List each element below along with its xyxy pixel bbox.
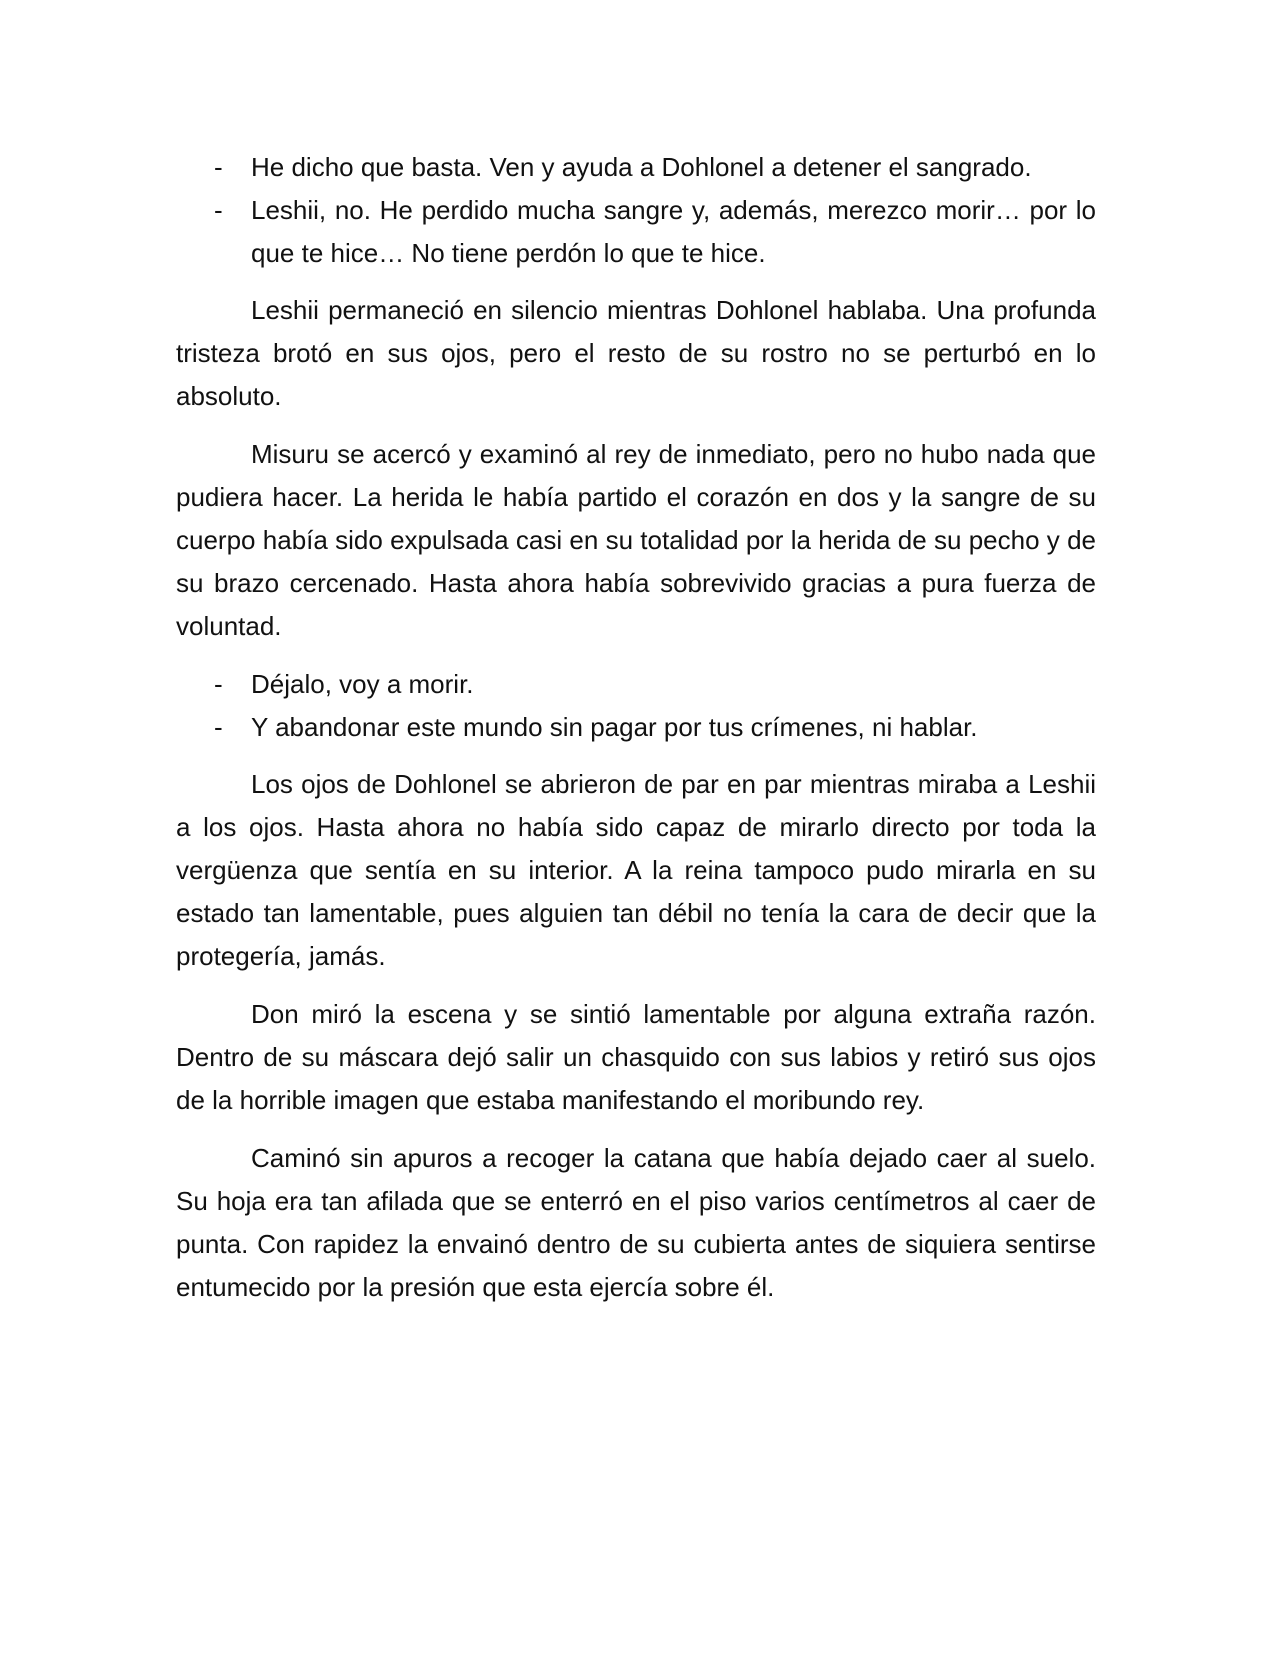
paragraph: Leshii permaneció en silencio mientras Dohlonel hablaba. Una profunda tristeza brotó en sus ojos, pero el resto de su rostro no se perturbó en lo absoluto. xyxy=(176,295,1096,411)
dialogue-dash: - xyxy=(214,712,223,742)
dialogue-group-1 xyxy=(176,146,1096,275)
paragraph: Don miró la escena y se sintió lamentable por alguna extraña razón. Dentro de su máscara dejó salir un chasquido con sus labios y retiró sus ojos de la horrible imagen que estaba manifestando el moribundo rey. xyxy=(176,999,1096,1115)
dialogue-group-2 xyxy=(176,663,1096,749)
dialogue-line xyxy=(176,663,1096,706)
dialogue-dash: - xyxy=(214,152,223,182)
dialogue-line xyxy=(176,706,1096,749)
dialogue-text: Y abandonar este mundo sin pagar por tus crímenes, ni hablar. xyxy=(251,712,978,742)
dialogue-text: Leshii, no. He perdido mucha sangre y, además, merezco morir… por lo que te hice… No tiene perdón lo que te hice. xyxy=(251,195,1096,268)
dialogue-text: Déjalo, voy a morir. xyxy=(251,669,474,699)
dialogue-line xyxy=(176,146,1096,189)
dialogue-text: He dicho que basta. Ven y ayuda a Dohlonel a detener el sangrado. xyxy=(251,152,1032,182)
dialogue-dash: - xyxy=(214,669,223,699)
page-body-text xyxy=(176,146,1096,1309)
dialogue-dash: - xyxy=(214,195,223,225)
paragraph: Los ojos de Dohlonel se abrieron de par en par mientras miraba a Leshii a los ojos. Hasta ahora no había sido capaz de mirarlo directo por toda la vergüenza que sentía en su interior. A la reina tampoco pudo mirarla en su estado tan lamentable, pues alguien tan débil no tenía la cara de decir que la protegería, jamás. xyxy=(176,769,1096,971)
paragraph: Misuru se acercó y examinó al rey de inmediato, pero no hubo nada que pudiera hacer. La herida le había partido el corazón en dos y la sangre de su cuerpo había sido expulsada casi en su totalidad por la herida de su pecho y de su brazo cercenado. Hasta ahora había sobrevivido gracias a pura fuerza de voluntad. xyxy=(176,439,1096,641)
paragraph: Caminó sin apuros a recoger la catana que había dejado caer al suelo. Su hoja era tan afilada que se enterró en el piso varios centímetros al caer de punta. Con rapidez la envainó dentro de su cubierta antes de siquiera sentirse entumecido por la presión que esta ejercía sobre él. xyxy=(176,1143,1096,1302)
dialogue-line xyxy=(176,189,1096,275)
